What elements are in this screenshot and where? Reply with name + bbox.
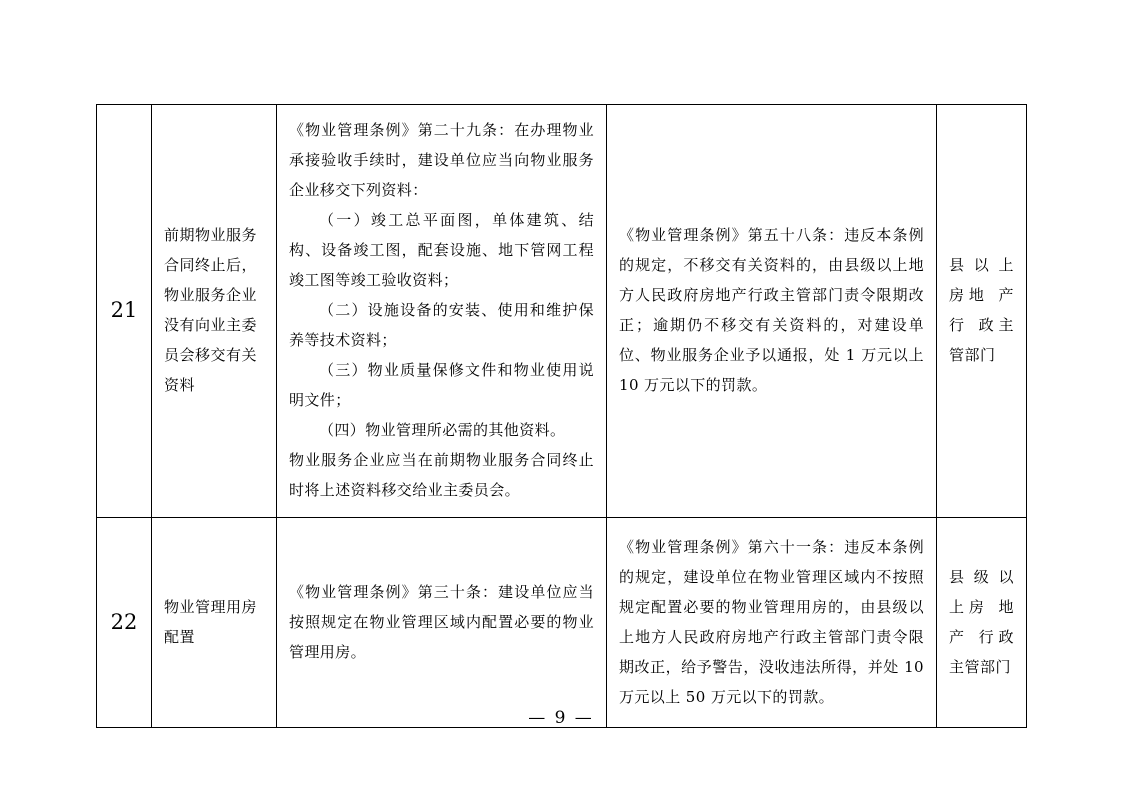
row-item-name: 物业管理用房配置	[152, 518, 277, 728]
row-number: 22	[97, 518, 152, 728]
legal-basis-paragraph: 物业服务企业应当在前期物业服务合同终止时将上述资料移交给业主委员会。	[289, 451, 594, 499]
penalty-list-table-wrapper	[96, 104, 1026, 728]
row-authority: 县 级 以 上房 地 产 行政主管部门	[937, 518, 1027, 728]
row-legal-basis	[277, 518, 607, 728]
row-authority: 县 以 上 房地 产 行 政主管部门	[937, 105, 1027, 518]
row-penalty-basis	[607, 105, 937, 518]
legal-basis-paragraph: （一）竣工总平面图，单体建筑、结构、设备竣工图，配套设施、地下管网工程竣工图等竣工验收资料；	[289, 211, 594, 289]
legal-basis-paragraph: 《物业管理条例》第二十九条：在办理物业承接验收手续时，建设单位应当向物业服务企业移交下列资料：	[289, 121, 594, 199]
row-item-name: 前期物业服务合同终止后，物业服务企业没有向业主委员会移交有关资料	[152, 105, 277, 518]
penalty-list-table	[96, 104, 1027, 728]
row-penalty-basis	[607, 518, 937, 728]
legal-basis-paragraph: 《物业管理条例》第三十条：建设单位应当按照规定在物业管理区域内配置必要的物业管理用房。	[289, 582, 594, 661]
legal-basis-paragraph: （四）物业管理所必需的其他资料。	[319, 421, 566, 439]
legal-basis-paragraph: （二）设施设备的安装、使用和维护保养等技术资料；	[289, 301, 594, 349]
row-number: 21	[97, 105, 152, 518]
table-row	[97, 518, 1027, 728]
page-number-footer: — 9 —	[528, 708, 594, 728]
row-legal-basis	[277, 105, 607, 518]
table-row	[97, 105, 1027, 518]
penalty-paragraph: 《物业管理条例》第五十八条：违反本条例的规定，不移交有关资料的，由县级以上地方人民政府房地产行政主管部门责令限期改正；逾期仍不移交有关资料的，对建设单位、物业服务企业予以通报，处 1 万元以上 10 万元以下的罚款。	[619, 226, 924, 394]
legal-basis-paragraph: （三）物业质量保修文件和物业使用说明文件；	[289, 361, 594, 409]
penalty-paragraph: 《物业管理条例》第六十一条：违反本条例的规定，建设单位在物业管理区域内不按照规定配置必要的物业管理用房的，由县级以上地方人民政府房地产行政主管部门责令限期改正，给予警告，没收违法所得，并处 10 万元以上 50 万元以下的罚款。	[619, 537, 924, 706]
